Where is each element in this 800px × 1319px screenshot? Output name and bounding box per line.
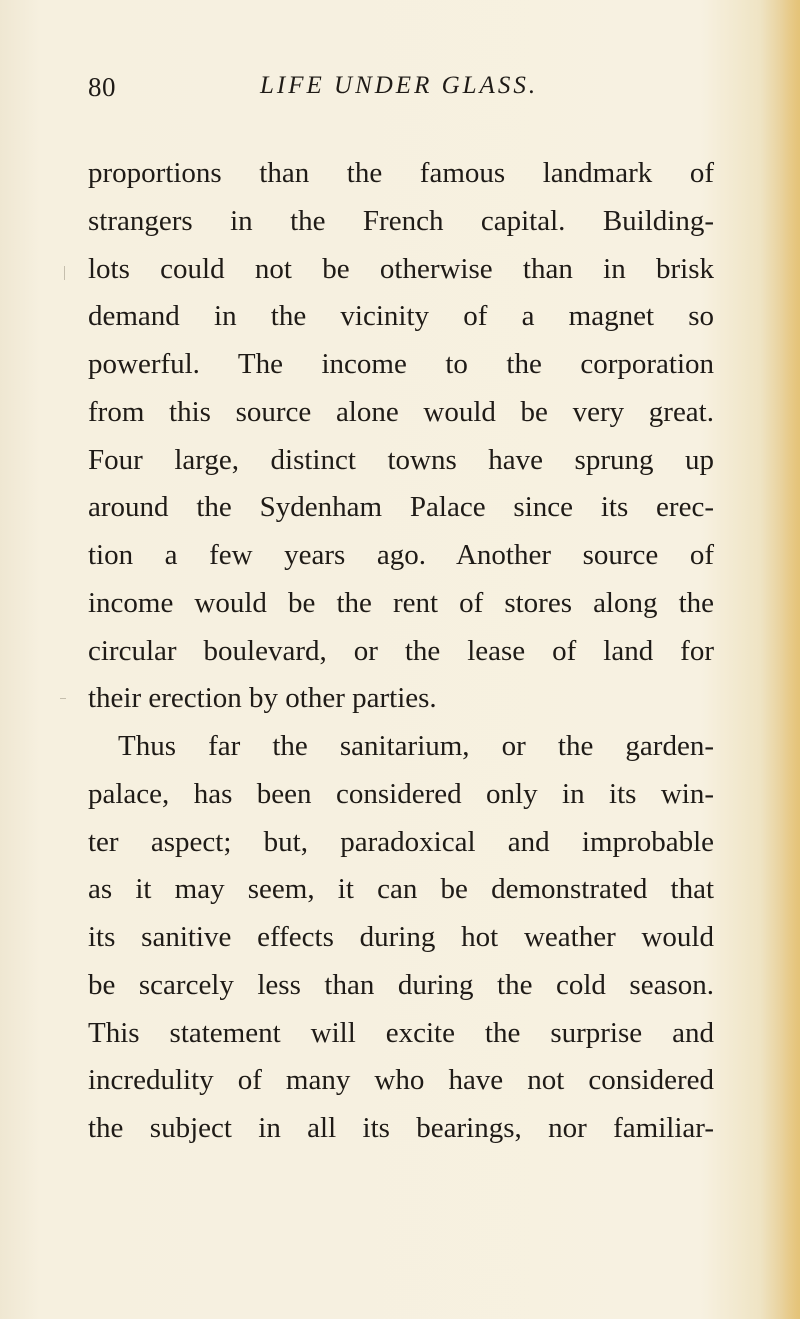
text-line: Four large, distinct towns have sprung up bbox=[88, 443, 714, 476]
text-line: Thus far the sanitarium, or the garden- bbox=[118, 730, 714, 762]
text-line: ter aspect; but, paradoxical and improbable bbox=[88, 825, 714, 858]
text-line: from this source alone would be very great. bbox=[88, 395, 714, 428]
text-line: be scarcely less than during the cold season. bbox=[88, 968, 714, 1001]
page-edge-shading bbox=[782, 0, 800, 1319]
running-head bbox=[88, 72, 728, 108]
running-title: LIFE UNDER GLASS. bbox=[260, 72, 539, 99]
text-line: palace, has been considered only in its win- bbox=[88, 777, 714, 810]
text-line: strangers in the French capital. Building- bbox=[88, 204, 714, 237]
text-line: powerful. The income to the corporation bbox=[88, 348, 714, 380]
text-line: the subject in all its bearings, nor familiar- bbox=[88, 1112, 714, 1144]
text-line: proportions than the famous landmark of bbox=[88, 157, 714, 189]
text-line: This statement will excite the surprise and bbox=[88, 1016, 714, 1049]
text-line: demand in the vicinity of a magnet so bbox=[88, 300, 714, 333]
text-line: tion a few years ago. Another source of bbox=[88, 539, 714, 571]
text-line: incredulity of many who have not considered bbox=[88, 1064, 714, 1097]
text-line: its sanitive effects during hot weather would bbox=[88, 921, 714, 953]
text-line: as it may seem, it can be demonstrated that bbox=[88, 873, 714, 906]
margin-mark bbox=[60, 698, 66, 699]
body-text bbox=[88, 150, 714, 1153]
text-line: income would be the rent of stores along the bbox=[88, 586, 714, 619]
text-line: their erection by other parties. bbox=[88, 682, 437, 715]
margin-mark bbox=[64, 266, 65, 280]
text-line: around the Sydenham Palace since its erec- bbox=[88, 491, 714, 524]
text-line: lots could not be otherwise than in brisk bbox=[88, 252, 714, 285]
page-number: 80 bbox=[88, 72, 116, 102]
text-line: circular boulevard, or the lease of land for bbox=[88, 634, 714, 667]
